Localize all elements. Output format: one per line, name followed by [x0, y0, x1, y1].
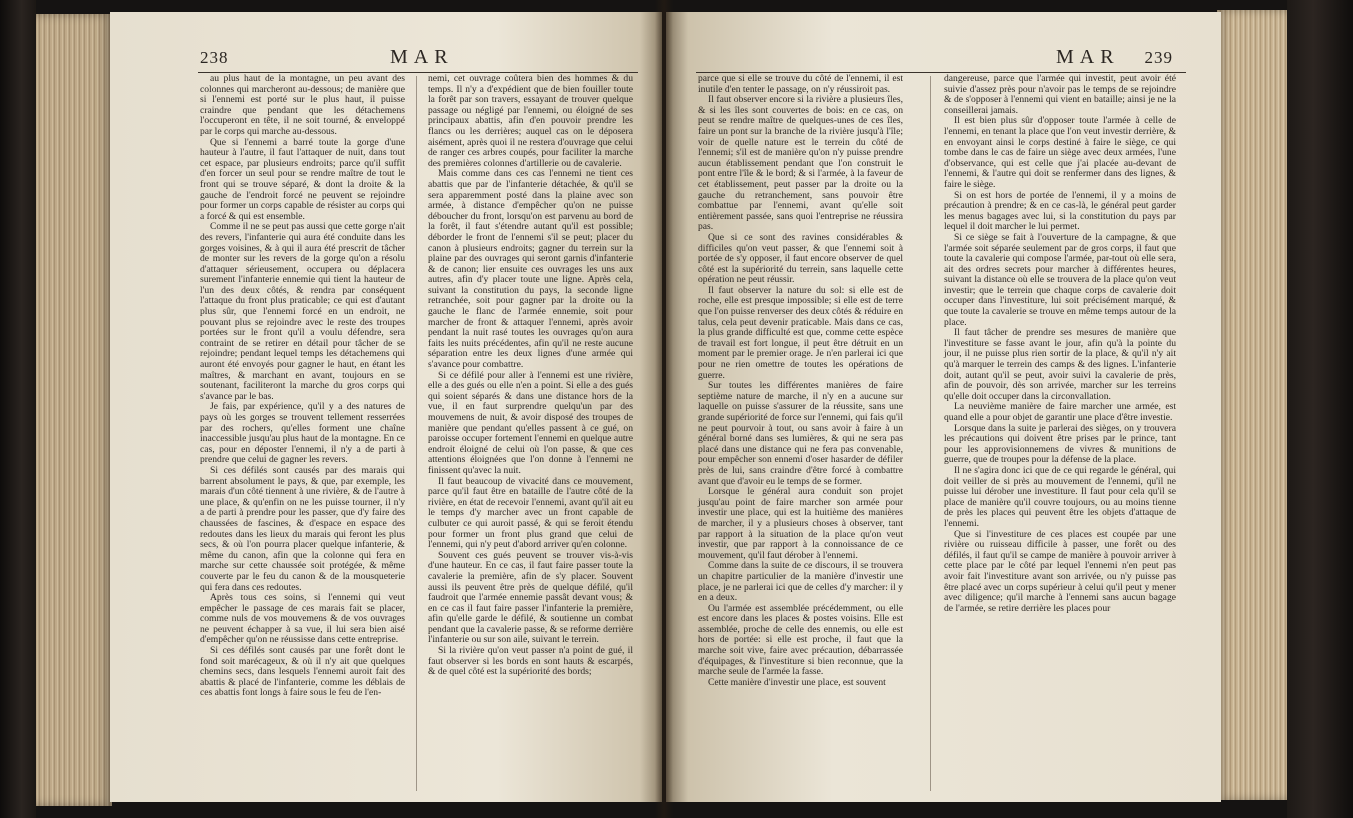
left-cover-edge	[0, 0, 36, 818]
paragraph: dangereuse, parce que l'armée qui investit, peut avoir été suivie d'assez près pour n'avoir pas le temps de se rejoindre & de s'opposer à l'ennemi qui vient en bataille; ainsi je ne la conseillerai jamais.	[944, 73, 1176, 116]
paragraph: Mais comme dans ces cas l'ennemi ne tient ces abattis que par de l'infanterie détachée, & qu'il se sera apparemment posté dans la plaine avec son armée, à distance d'empêcher qu'on ne puisse déboucher du front, lorsqu'on est parvenu au bord de la forêt, il faut s'étendre autant qu'il est possible; déborder le front de l'ennemi s'il se peut; placer du canon à plusieurs endroits; gagner du terrein sur la plaine par des ouvrages qui seront garnis d'infanterie & de canon; lier ensuite ces ouvrages les uns aux autres, afin d'y placer toute une ligne. Après cela, suivant la constitution du pays, la seconde ligne retranchée, soit pour gagner par la droite ou la gauche le flanc de l'armée ennemie, soit pour marcher de front & attaquer l'ennemi, après avoir pendant la nuit rasé toutes les ouvrages qu'on aura faits les nuits précédentes, afin qu'il ne reste aucune séparation entre les deux lignes d'une armée qui s'avance pour combattre.	[428, 168, 633, 371]
paragraph: Comme dans la suite de ce discours, il se trouvera un chapitre particulier de la manière d'investir une place, je ne parlerai ici que de celles d'y marcher: il y en a deux.	[698, 560, 903, 604]
paragraph: Il faut observer la nature du sol: si elle est de roche, elle est presque impossible; si elle est de terre que l'on puisse renverser des deux côtés & réduire en talus, cela peut devenir praticable. Mais dans ce cas, la plus grande difficulté est que, comme cette espèce de travail est fort longue, il peut être détruit en un moment par le premier orage. Je n'en parlerai ici que pour ne rien omettre de toutes les opérations de guerre.	[698, 284, 903, 381]
paragraph: Si ces défilés sont causés par des marais qui barrent absolument le pays, & que, par exemple, les marais d'un côté tiennent à une rivière, & de l'autre à une place, & qu'enfin on ne les puisse tourner, il n'y a de parti à prendre pour les passer, que d'y faire des chaussées de fascines, & d'espace en espace des redoutes dans les lieux du marais qui feront les plus secs, & où l'on pourra placer quelque infanterie, & même du canon, afin que la colonne qui fera en marche sur cette chaussée soit protégée, & même couverte par le feu du canon & de la mousqueterie qui fera dans ces redoutes.	[200, 464, 405, 593]
right-page-edges	[1217, 10, 1287, 800]
paragraph: Souvent ces gués peuvent se trouver vis-à-vis d'une hauteur. En ce cas, il faut faire passer toute la cavalerie la première, afin de s'y placer. Souvent aussi ils peuvent être près de quelque défilé, qu'il faudroit que l'armée ennemie passât devant vous; & en ce cas il faut faire passer l'infanterie la première, afin qu'elle garde le défilé, & soutienne un combat pendant que la cavalerie passe, & se reforme derrière l'infanterie ou sur son aile, suivant le terrein.	[428, 549, 633, 646]
paragraph: Il faut beaucoup de vivacité dans ce mouvement, parce qu'il faut être en bataille de l'autre côté de la rivière, en état de recevoir l'ennemi, avant qu'il ait eu le temps d'y marcher avec un front capable de culbuter ce qui auroit passé, & qui se feroit étendu pour former un front plus grand que celui de l'ennemi, qui n'y peut d'abord arriver qu'en colonne.	[428, 475, 633, 551]
right-cover-edge	[1287, 0, 1353, 818]
paragraph: Sur toutes les différentes manières de faire septième nature de marche, il n'y en a aucune sur laquelle on puisse s'assurer de la réussite, sans une grande supériorité de force sur l'ennemi, qui fais qu'il ne peut pourvoir à tout, ou sans avoir à faire à un général borné dans ses lumières, & qui ne sera pas placé dans une distance qui ne fera pas convenable, pour empêcher son ennemi d'oser hasarder de défiler près de lui, sans craindre d'être forcé à combattre avant que d'avoir eu le temps de se former.	[698, 380, 903, 487]
paragraph: Que si ce sont des ravines considérables & difficiles qu'on veut passer, & que l'ennemi soit à portée de s'y opposer, il faut encore observer de quel côté est la supériorité du terrein, sans laquelle cette opération ne peut réussir.	[698, 231, 903, 286]
paragraph: Ou l'armée est assemblée précédemment, ou elle est encore dans les places & postes voisins. Elle est assemblée, proche de celle des ennemis, ou elle est hors de portée: si elle est proche, il faut que la marche soit vive, faire avec précaution, débarrassée d'équipages, & l'investiture si bien reconnue, que la marche seule de l'armée la fasse.	[698, 602, 903, 678]
paragraph: La neuvième manière de faire marcher une armée, est quand elle a pour objet de garantir une place d'être investie.	[944, 401, 1176, 423]
text-column	[200, 74, 405, 699]
right-page	[666, 12, 1221, 802]
paragraph: au plus haut de la montagne, un peu avant des colonnes qui marcheront au-dessous; de manière que si l'ennemi est porté sur le plus haut, il puisse craindre que pendant que les détachemens l'occuperont en tête, il ne soit tourné, & enveloppé par le corps qui marche au-dessous.	[200, 73, 405, 137]
left-page	[110, 12, 662, 802]
right-page-header	[666, 48, 1221, 74]
paragraph: Si on est hors de portée de l'ennemi, il y a moins de précaution à prendre; & en ce cas-là, le général peut garder les menus bagages avec lui, si la constitution du pays par lequel il doit marcher le lui permet.	[944, 189, 1176, 233]
paragraph: Cette manière d'investir une place, est souvent	[708, 676, 886, 688]
paragraph: Après tous ces soins, si l'ennemi qui veut empêcher le passage de ces marais fait se placer, comme nuls de vos mouvemens & de vos ouvrages ne peuvent échapper à sa vue, il lui sera bien aisé d'empêcher qu'on ne réussisse dans cette entreprise.	[200, 592, 405, 646]
paragraph: Il faut observer encore si la rivière a plusieurs îles, & si les îles sont couvertes de bois: en ce cas, on peut se rendre maître de quelques-unes de ces îles, faire un pont sur la branche de la rivière jusqu'à l'île; voir de quelle nature est le terrein du côté de l'ennemi; s'il est de manière qu'on n'y puisse prendre aucun établissement pendant que l'on construit le pont entre l'île & le bord; & si l'armée, à la faveur de cet établissement, peut passer par la droite ou la gauche du retranchement, sans pouvoir être combattue par l'ennemi, avant qu'elle soit entièrement passée, sans quoi l'entreprise ne réussira pas.	[698, 94, 903, 233]
paragraph: Que si l'investiture de ces places est coupée par une rivière ou ruisseau difficile à passer, une forêt ou des défilés, il faut qu'il se campe de manière à pouvoir arriver à cette place par le côté par lequel l'ennemi n'en peut pas avoir fait l'investiture avant son arrivée, ou n'y puisse pas être placé avec un corps supérieur à celui qu'il peut y mener avec diligence; qu'il marche à l'ennemi sans aucun bagage de l'armée, se retire derrière les places pour	[944, 528, 1176, 614]
page-number: 239	[1144, 48, 1173, 67]
paragraph: Lorsque dans la suite je parlerai des sièges, on y trouvera les précautions qui doivent être prises par le prince, tant pour les approvisionnemens de vivres & munitions de guerre, que de troupes pour la défense de la place.	[944, 422, 1176, 466]
running-head: MAR	[390, 46, 454, 68]
paragraph: parce que si elle se trouve du côté de l'ennemi, il est inutile d'en tenter le passage, on n'y réussiroit pas.	[698, 73, 903, 95]
text-column	[698, 74, 903, 688]
paragraph: Il faut tâcher de prendre ses mesures de manière que l'investiture se fasse avant le jour, afin qu'à la pointe du jour, il ne puisse plus rien sortir de la place, & qu'il n'y ait qu'à marquer le terrein des camps & des lignes. L'infanterie doit, autant qu'il se peut, avoir suivi la cavalerie de près, afin de pouvoir, dès son arrivée, marcher sur les terreins qu'elle doit occuper dans la circonvallation.	[944, 327, 1176, 402]
paragraph: Il ne s'agira donc ici que de ce qui regarde le général, qui doit veiller de si près au mouvement de l'ennemi, qu'il ne puisse lui dérober une investiture. Il faut pour cela qu'il se place de manière qu'il couvre toujours, ou au moins tienne de près les places qui peuvent être les objets d'attaque de l'ennemi.	[944, 464, 1176, 529]
column-divider	[930, 76, 931, 791]
left-page-edges	[36, 14, 112, 806]
page-number: 238	[200, 48, 229, 67]
paragraph: Si ce siège se fait à l'ouverture de la campagne, & que l'armée soit séparée seulement par de gros corps, il faut que toute la cavalerie qui compose l'armée, par-tout où elle sera, ait des ordres secrets pour marcher à différentes heures, suivant la distance où elle se trouvera de la place qu'on veut investir; que le terrein que chaque corps de cavalerie doit occuper dans l'investiture, lui soit précisément marqué, & que toute la cavalerie se trouve en même temps autour de la place.	[944, 231, 1176, 328]
paragraph: Si ce défilé pour aller à l'ennemi est une rivière, elle a des gués ou elle n'en a point. Si elle a des gués qui soient séparés & dans une distance hors de la vue, il en faut surprendre quelqu'un par des mouvemens de nuit, & avoir disposé des troupes de manière que pendant qu'elles passent à ce gué, on paroisse occuper fortement l'ennemi en quelque autre endroit éloigné de celui où l'on passe, & que ces attentions éloignées que l'on donne à l'ennemi ne finissent qu'avec la nuit.	[428, 369, 633, 476]
paragraph: Si ces défilés sont causés par une forêt dont le fond soit marécageux, & où il n'y ait que quelques chemins secs, dans lesquels l'ennemi auroit fait des abattis & placé de l'infanterie, comme les déblais de ces abattis font longs à faire sous le feu de l'en-	[200, 645, 405, 699]
text-column	[428, 74, 633, 678]
book-gutter	[655, 0, 673, 818]
paragraph: Que si l'ennemi a barré toute la gorge d'une hauteur à l'autre, il faut l'attaquer de nuit, dans tout cet espace, par plusieurs endroits; parce qu'il suffit d'en forcer un seul pour se rendre maître de tout le front qui se trouve séparé, & dont la droite & la gauche de l'endroit forcé ne peuvent se rejoindre pour former un corps capable de résister au corps qui a forcé & qui est ensemble.	[200, 136, 405, 222]
paragraph: nemi, cet ouvrage coûtera bien des hommes & du temps. Il n'y a d'expédient que de bien fouiller toute la forêt par son travers, essayant de trouver quelque passage ou négligé par l'ennemi, ou éloigné de ses principaux abattis, afin d'en pouvoir prendre les flancs ou les derrières; auquel cas on le déposera aisément, après quoi il ne restera d'ouvrage que celui de ranger ces arbres coupés, pour faciliter la marche des premières colonnes d'artillerie ou de cavalerie.	[428, 73, 633, 169]
left-page-header	[110, 48, 662, 74]
paragraph: Comme il ne se peut pas aussi que cette gorge n'ait des revers, l'infanterie qui aura été conduite dans les gorges voisines, & à qui il aura été prescrit de tâcher de monter sur les revers de la gorge qu'on a résolu d'attaquer sérieusement, occupera ou déplacera surement l'infanterie ennemie qui tient la hauteur de l'un des deux côtés, & rendra par conséquent l'attaque du front plus praticable; ce qui est d'autant plus sûr, que l'ennemi forcé en un endroit, ne pouvant plus se rejoindre avec le reste des troupes portées sur le front qu'il a voulu défendre, sera contraint de se retirer en détail pour tâcher de se rejoindre; pendant lequel temps les détachemens qui auront été envoyés pour gagner le haut, en étant les maîtres, & marchant en avant, toujours en se soutenant, faciliteront la marche du gros corps qui s'avance par le bas.	[200, 221, 405, 402]
paragraph: Lorsque le général aura conduit son projet jusqu'au point de faire marcher son armée pour investir une place, qui est la huitième des manières de marcher, il y a plusieurs choses à observer, tant par rapport à la situation de la place qu'on veut investir, que par rapport à la connoissance de ce mouvement, qu'il faut dérober à l'ennemi.	[698, 486, 903, 561]
paragraph: Il est bien plus sûr d'opposer toute l'armée à celle de l'ennemi, en tenant la place que l'on veut investir derrière, & en envoyant ainsi le corps destiné à faire le siège, ce qui tombe dans le cas de faire un siège avec deux armées, l'une d'observance, qui est celle que j'ai placée au-devant de l'ennemi, & l'autre qui doit se renfermer dans des lignes, & faire le siège.	[944, 115, 1176, 190]
text-column	[944, 74, 1176, 614]
column-divider	[416, 76, 417, 791]
paragraph: Si la rivière qu'on veut passer n'a point de gué, il faut observer si les bords en sont hauts & escarpés, & de quel côté est la supériorité des bords;	[428, 645, 633, 678]
running-head: MAR	[1056, 46, 1120, 68]
paragraph: Je fais, par expérience, qu'il y a des natures de pays où les gorges se trouvent tellement resserrées par des rochers, qu'elles forment une chaîne inaccessible jusqu'au plus haut de la montagne. En ce cas, pour en déposter l'ennemi, il n'y a de parti à prendre que celui de gagner les revers.	[200, 401, 406, 466]
